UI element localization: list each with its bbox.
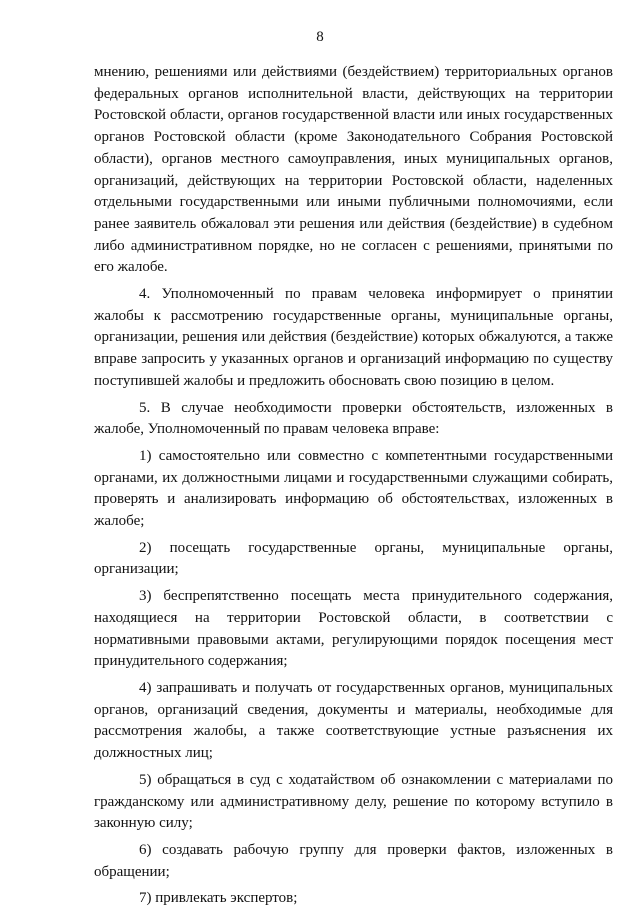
paragraph-item-4: 4. Уполномоченный по правам человека информирует о принятии жалобы к рассмотрению государственные органы, муниципальные органы, организации, решения или действия (бездействие) которых обжалуются, а также вправе запросить у указанных органов и организаций информацию по существу поступившей жалобы и предложить обосновать свою позицию в целом. <box>94 286 613 389</box>
subitem-3: 3) беспрепятственно посещать места принудительного содержания, находящиеся на территории Ростовской области, в соответствии с нормативными правовыми актами, регулирующими порядок посещения мест принудительного содержания; <box>94 588 613 670</box>
subitem-1: 1) самостоятельно или совместно с компетентными государственными органами, их должностными лицами и государственными служащими собирать, проверять и анализировать информацию об обстоятельствах, изложенных в жалобе; <box>94 447 613 530</box>
subitem-6: 6) создавать рабочую группу для проверки фактов, изложенных в обращении; <box>94 841 613 880</box>
subitem-7: 7) привлекать экспертов; <box>139 890 298 907</box>
subitem-2: 2) посещать государственные органы, муниципальные органы, организации; <box>94 539 613 578</box>
document-body <box>94 62 613 910</box>
paragraph-item-5: 5. В случае необходимости проверки обстоятельств, изложенных в жалобе, Уполномоченный по правам человека вправе: <box>94 399 613 438</box>
page-number: 8 <box>316 29 324 45</box>
subitem-4: 4) запрашивать и получать от государственных органов, муниципальных органов, организаций сведения, документы и материалы, необходимые для рассмотрения жалобы, а также соответствующие устные разъяснения их должностных лиц; <box>94 679 613 762</box>
subitem-5: 5) обращаться в суд с ходатайством об ознакомлении с материалами по гражданскому или административному делу, решение по которому вступило в законную силу; <box>94 771 613 832</box>
paragraph-continuation: мнению, решениями или действиями (бездействием) территориальных органов федеральных органов исполнительной власти, действующих на территории Ростовской области, органов государственной власти или иных государственных органов Ростовской области (кроме Законодательного Собрания Ростовской области), органов местного самоуправления, иных муниципальных органов, организаций, действующих на территории Ростовской области, наделенных отдельными государственными или иными публичными полномочиями, если ранее заявитель обжаловал эти решения или действия (бездействие) в судебном либо административном порядке, но не согласен с решениями, принятыми по его жалобе. <box>94 64 613 276</box>
